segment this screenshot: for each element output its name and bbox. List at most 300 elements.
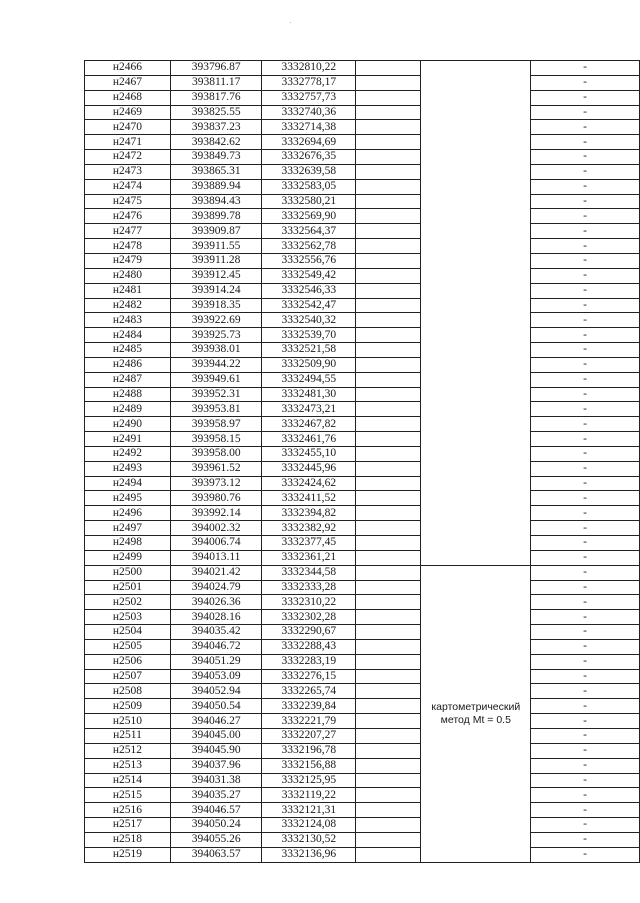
method-cell-blank [421, 417, 531, 432]
table-row [85, 224, 640, 239]
point-id-cell: н2487 [85, 372, 171, 387]
empty-cell [356, 536, 421, 551]
method-cell-blank [421, 402, 531, 417]
point-id-cell: н2490 [85, 417, 171, 432]
table-row [85, 372, 640, 387]
y-coordinate-cell: 3332119,22 [262, 788, 356, 803]
empty-cell [356, 417, 421, 432]
error-cell: - [531, 268, 640, 283]
point-id-cell: н2498 [85, 536, 171, 551]
method-cell-blank [421, 343, 531, 358]
method-cell-blank [421, 476, 531, 491]
point-id-cell: н2485 [85, 343, 171, 358]
table-row [85, 491, 640, 506]
error-cell: - [531, 120, 640, 135]
y-coordinate-cell: 3332757,73 [262, 90, 356, 105]
method-cell-blank [421, 209, 531, 224]
empty-cell [356, 357, 421, 372]
method-cell-blank [421, 506, 531, 521]
point-id-cell: н2470 [85, 120, 171, 135]
empty-cell [356, 832, 421, 847]
error-cell: - [531, 803, 640, 818]
error-cell: - [531, 669, 640, 684]
method-cell-blank [421, 491, 531, 506]
error-cell: - [531, 639, 640, 654]
y-coordinate-cell: 3332411,52 [262, 491, 356, 506]
x-coordinate-cell: 394002.32 [170, 521, 261, 536]
point-id-cell: н2500 [85, 565, 171, 580]
y-coordinate-cell: 3332394,82 [262, 506, 356, 521]
table-row [85, 268, 640, 283]
table-row [85, 625, 640, 640]
x-coordinate-cell: 394052.94 [170, 684, 261, 699]
x-coordinate-cell: 394026.36 [170, 595, 261, 610]
error-cell: - [531, 536, 640, 551]
empty-cell [356, 224, 421, 239]
x-coordinate-cell: 393918.35 [170, 298, 261, 313]
method-cell-blank [421, 357, 531, 372]
x-coordinate-cell: 394055.26 [170, 832, 261, 847]
error-cell: - [531, 728, 640, 743]
point-id-cell: н2466 [85, 61, 171, 76]
y-coordinate-cell: 3332473,21 [262, 402, 356, 417]
point-id-cell: н2494 [85, 476, 171, 491]
x-coordinate-cell: 394035.42 [170, 625, 261, 640]
empty-cell [356, 61, 421, 76]
x-coordinate-cell: 393914.24 [170, 283, 261, 298]
table-row [85, 832, 640, 847]
x-coordinate-cell: 393925.73 [170, 328, 261, 343]
error-cell: - [531, 179, 640, 194]
table-row [85, 506, 640, 521]
error-cell: - [531, 164, 640, 179]
table-row [85, 253, 640, 268]
y-coordinate-cell: 3332377,45 [262, 536, 356, 551]
table-row [85, 550, 640, 565]
y-coordinate-cell: 3332221,79 [262, 714, 356, 729]
y-coordinate-cell: 3332121,31 [262, 803, 356, 818]
point-id-cell: н2473 [85, 164, 171, 179]
table-row [85, 75, 640, 90]
x-coordinate-cell: 393961.52 [170, 461, 261, 476]
point-id-cell: н2474 [85, 179, 171, 194]
y-coordinate-cell: 3332562,78 [262, 239, 356, 254]
table-row [85, 90, 640, 105]
x-coordinate-cell: 393909.87 [170, 224, 261, 239]
y-coordinate-cell: 3332124,08 [262, 818, 356, 833]
x-coordinate-cell: 394046.72 [170, 639, 261, 654]
table-row [85, 847, 640, 862]
method-cell-blank [421, 120, 531, 135]
method-cell-blank [421, 75, 531, 90]
table-row [85, 328, 640, 343]
empty-cell [356, 758, 421, 773]
error-cell: - [531, 595, 640, 610]
empty-cell [356, 476, 421, 491]
y-coordinate-cell: 3332467,82 [262, 417, 356, 432]
error-cell: - [531, 461, 640, 476]
y-coordinate-cell: 3332509,90 [262, 357, 356, 372]
x-coordinate-cell: 393922.69 [170, 313, 261, 328]
table-row [85, 313, 640, 328]
y-coordinate-cell: 3332125,95 [262, 773, 356, 788]
point-id-cell: н2507 [85, 669, 171, 684]
x-coordinate-cell: 394053.09 [170, 669, 261, 684]
empty-cell [356, 313, 421, 328]
empty-cell [356, 773, 421, 788]
y-coordinate-cell: 3332239,84 [262, 699, 356, 714]
method-cell-blank [421, 387, 531, 402]
method-cell-blank [421, 150, 531, 165]
error-cell: - [531, 387, 640, 402]
error-cell: - [531, 565, 640, 580]
empty-cell [356, 610, 421, 625]
x-coordinate-cell: 394063.57 [170, 847, 261, 862]
table-row [85, 461, 640, 476]
x-coordinate-cell: 393865.31 [170, 164, 261, 179]
point-id-cell: н2514 [85, 773, 171, 788]
table-row [85, 61, 640, 76]
empty-cell [356, 565, 421, 580]
error-cell: - [531, 550, 640, 565]
point-id-cell: н2493 [85, 461, 171, 476]
point-id-cell: н2469 [85, 105, 171, 120]
x-coordinate-cell: 394045.90 [170, 743, 261, 758]
empty-cell [356, 446, 421, 461]
table-row [85, 773, 640, 788]
method-cell-blank [421, 328, 531, 343]
empty-cell [356, 788, 421, 803]
error-cell: - [531, 714, 640, 729]
y-coordinate-cell: 3332540,32 [262, 313, 356, 328]
x-coordinate-cell: 393938.01 [170, 343, 261, 358]
coordinates-table-body [85, 61, 640, 863]
empty-cell [356, 521, 421, 536]
table-row [85, 684, 640, 699]
method-cell-blank [421, 90, 531, 105]
y-coordinate-cell: 3332333,28 [262, 580, 356, 595]
method-cell-blank [421, 446, 531, 461]
empty-cell [356, 803, 421, 818]
y-coordinate-cell: 3332136,96 [262, 847, 356, 862]
y-coordinate-cell: 3332424,62 [262, 476, 356, 491]
point-id-cell: н2497 [85, 521, 171, 536]
x-coordinate-cell: 393952.31 [170, 387, 261, 402]
x-coordinate-cell: 394031.38 [170, 773, 261, 788]
error-cell: - [531, 773, 640, 788]
table-row [85, 565, 640, 580]
y-coordinate-cell: 3332521,58 [262, 343, 356, 358]
table-row [85, 610, 640, 625]
method-cell: картометрический метод Mt = 0.5 [421, 565, 531, 862]
method-cell-blank [421, 164, 531, 179]
point-id-cell: н2516 [85, 803, 171, 818]
y-coordinate-cell: 3332455,10 [262, 446, 356, 461]
empty-cell [356, 743, 421, 758]
empty-cell [356, 150, 421, 165]
y-coordinate-cell: 3332156,88 [262, 758, 356, 773]
point-id-cell: н2484 [85, 328, 171, 343]
error-cell: - [531, 253, 640, 268]
point-id-cell: н2504 [85, 625, 171, 640]
y-coordinate-cell: 3332556,76 [262, 253, 356, 268]
empty-cell [356, 684, 421, 699]
point-id-cell: н2492 [85, 446, 171, 461]
table-row [85, 209, 640, 224]
x-coordinate-cell: 394035.27 [170, 788, 261, 803]
y-coordinate-cell: 3332361,21 [262, 550, 356, 565]
error-cell: - [531, 654, 640, 669]
error-cell: - [531, 135, 640, 150]
y-coordinate-cell: 3332207,27 [262, 728, 356, 743]
x-coordinate-cell: 394050.54 [170, 699, 261, 714]
point-id-cell: н2476 [85, 209, 171, 224]
y-coordinate-cell: 3332461,76 [262, 432, 356, 447]
point-id-cell: н2483 [85, 313, 171, 328]
x-coordinate-cell: 394046.27 [170, 714, 261, 729]
point-id-cell: н2499 [85, 550, 171, 565]
error-cell: - [531, 328, 640, 343]
empty-cell [356, 387, 421, 402]
table-row [85, 417, 640, 432]
method-cell-blank [421, 268, 531, 283]
table-row [85, 343, 640, 358]
y-coordinate-cell: 3332494,55 [262, 372, 356, 387]
x-coordinate-cell: 394028.16 [170, 610, 261, 625]
table-row [85, 536, 640, 551]
x-coordinate-cell: 393953.81 [170, 402, 261, 417]
empty-cell [356, 432, 421, 447]
empty-cell [356, 268, 421, 283]
table-row [85, 654, 640, 669]
y-coordinate-cell: 3332302,28 [262, 610, 356, 625]
y-coordinate-cell: 3332549,42 [262, 268, 356, 283]
y-coordinate-cell: 3332288,43 [262, 639, 356, 654]
point-id-cell: н2502 [85, 595, 171, 610]
error-cell: - [531, 699, 640, 714]
method-cell-blank [421, 224, 531, 239]
empty-cell [356, 239, 421, 254]
point-id-cell: н2501 [85, 580, 171, 595]
x-coordinate-cell: 393899.78 [170, 209, 261, 224]
empty-cell [356, 595, 421, 610]
x-coordinate-cell: 394006.74 [170, 536, 261, 551]
table-row [85, 135, 640, 150]
method-cell-blank [421, 253, 531, 268]
table-row [85, 402, 640, 417]
y-coordinate-cell: 3332344,58 [262, 565, 356, 580]
method-cell-blank [421, 61, 531, 76]
error-cell: - [531, 402, 640, 417]
empty-cell [356, 625, 421, 640]
error-cell: - [531, 105, 640, 120]
empty-cell [356, 847, 421, 862]
y-coordinate-cell: 3332676,35 [262, 150, 356, 165]
point-id-cell: н2479 [85, 253, 171, 268]
error-cell: - [531, 743, 640, 758]
x-coordinate-cell: 393958.97 [170, 417, 261, 432]
empty-cell [356, 298, 421, 313]
empty-cell [356, 194, 421, 209]
x-coordinate-cell: 394013.11 [170, 550, 261, 565]
x-coordinate-cell: 394051.29 [170, 654, 261, 669]
error-cell: - [531, 150, 640, 165]
point-id-cell: н2477 [85, 224, 171, 239]
table-row [85, 818, 640, 833]
x-coordinate-cell: 393894.43 [170, 194, 261, 209]
error-cell: - [531, 476, 640, 491]
x-coordinate-cell: 393849.73 [170, 150, 261, 165]
empty-cell [356, 506, 421, 521]
y-coordinate-cell: 3332778,17 [262, 75, 356, 90]
point-id-cell: н2471 [85, 135, 171, 150]
point-id-cell: н2513 [85, 758, 171, 773]
table-row [85, 743, 640, 758]
method-cell-blank [421, 313, 531, 328]
point-id-cell: н2495 [85, 491, 171, 506]
point-id-cell: н2481 [85, 283, 171, 298]
error-cell: - [531, 580, 640, 595]
y-coordinate-cell: 3332714,38 [262, 120, 356, 135]
y-coordinate-cell: 3332290,67 [262, 625, 356, 640]
x-coordinate-cell: 393911.28 [170, 253, 261, 268]
point-id-cell: н2517 [85, 818, 171, 833]
method-cell-blank [421, 105, 531, 120]
error-cell: - [531, 832, 640, 847]
error-cell: - [531, 417, 640, 432]
table-row [85, 446, 640, 461]
y-coordinate-cell: 3332564,37 [262, 224, 356, 239]
method-cell-blank [421, 536, 531, 551]
error-cell: - [531, 239, 640, 254]
method-cell-blank [421, 550, 531, 565]
error-cell: - [531, 298, 640, 313]
table-row [85, 595, 640, 610]
error-cell: - [531, 432, 640, 447]
point-id-cell: н2478 [85, 239, 171, 254]
y-coordinate-cell: 3332740,36 [262, 105, 356, 120]
x-coordinate-cell: 393796.87 [170, 61, 261, 76]
method-cell-blank [421, 298, 531, 313]
table-row [85, 699, 640, 714]
y-coordinate-cell: 3332639,58 [262, 164, 356, 179]
point-id-cell: н2519 [85, 847, 171, 862]
point-id-cell: н2491 [85, 432, 171, 447]
x-coordinate-cell: 393911.55 [170, 239, 261, 254]
y-coordinate-cell: 3332481,30 [262, 387, 356, 402]
point-id-cell: н2511 [85, 728, 171, 743]
error-cell: - [531, 313, 640, 328]
x-coordinate-cell: 393912.45 [170, 268, 261, 283]
error-cell: - [531, 521, 640, 536]
x-coordinate-cell: 394024.79 [170, 580, 261, 595]
scan-speck [290, 22, 291, 23]
point-id-cell: н2510 [85, 714, 171, 729]
empty-cell [356, 699, 421, 714]
y-coordinate-cell: 3332276,15 [262, 669, 356, 684]
point-id-cell: н2505 [85, 639, 171, 654]
table-row [85, 283, 640, 298]
table-row [85, 387, 640, 402]
x-coordinate-cell: 394045.00 [170, 728, 261, 743]
y-coordinate-cell: 3332583,05 [262, 179, 356, 194]
empty-cell [356, 402, 421, 417]
method-cell-blank [421, 239, 531, 254]
empty-cell [356, 253, 421, 268]
table-row [85, 669, 640, 684]
y-coordinate-cell: 3332283,19 [262, 654, 356, 669]
point-id-cell: н2503 [85, 610, 171, 625]
method-cell-blank [421, 372, 531, 387]
x-coordinate-cell: 394046.57 [170, 803, 261, 818]
coordinates-table [84, 60, 640, 863]
table-row [85, 239, 640, 254]
error-cell: - [531, 625, 640, 640]
method-cell-blank [421, 432, 531, 447]
y-coordinate-cell: 3332694,69 [262, 135, 356, 150]
empty-cell [356, 90, 421, 105]
error-cell: - [531, 446, 640, 461]
table-row [85, 179, 640, 194]
method-cell-blank [421, 179, 531, 194]
x-coordinate-cell: 393842.62 [170, 135, 261, 150]
error-cell: - [531, 75, 640, 90]
point-id-cell: н2486 [85, 357, 171, 372]
empty-cell [356, 550, 421, 565]
error-cell: - [531, 506, 640, 521]
empty-cell [356, 580, 421, 595]
x-coordinate-cell: 393949.61 [170, 372, 261, 387]
table-row [85, 521, 640, 536]
y-coordinate-cell: 3332382,92 [262, 521, 356, 536]
table-row [85, 357, 640, 372]
empty-cell [356, 818, 421, 833]
y-coordinate-cell: 3332265,74 [262, 684, 356, 699]
empty-cell [356, 75, 421, 90]
error-cell: - [531, 684, 640, 699]
x-coordinate-cell: 394037.96 [170, 758, 261, 773]
error-cell: - [531, 209, 640, 224]
point-id-cell: н2508 [85, 684, 171, 699]
point-id-cell: н2512 [85, 743, 171, 758]
empty-cell [356, 328, 421, 343]
table-row [85, 639, 640, 654]
empty-cell [356, 669, 421, 684]
table-row [85, 758, 640, 773]
y-coordinate-cell: 3332810,22 [262, 61, 356, 76]
method-cell-blank [421, 135, 531, 150]
error-cell: - [531, 283, 640, 298]
error-cell: - [531, 847, 640, 862]
table-row [85, 194, 640, 209]
y-coordinate-cell: 3332310,22 [262, 595, 356, 610]
empty-cell [356, 179, 421, 194]
x-coordinate-cell: 393973.12 [170, 476, 261, 491]
empty-cell [356, 714, 421, 729]
empty-cell [356, 135, 421, 150]
empty-cell [356, 728, 421, 743]
x-coordinate-cell: 393837.23 [170, 120, 261, 135]
point-id-cell: н2482 [85, 298, 171, 313]
point-id-cell: н2475 [85, 194, 171, 209]
y-coordinate-cell: 3332445,96 [262, 461, 356, 476]
table-row [85, 432, 640, 447]
error-cell: - [531, 224, 640, 239]
empty-cell [356, 639, 421, 654]
point-id-cell: н2488 [85, 387, 171, 402]
error-cell: - [531, 758, 640, 773]
empty-cell [356, 343, 421, 358]
